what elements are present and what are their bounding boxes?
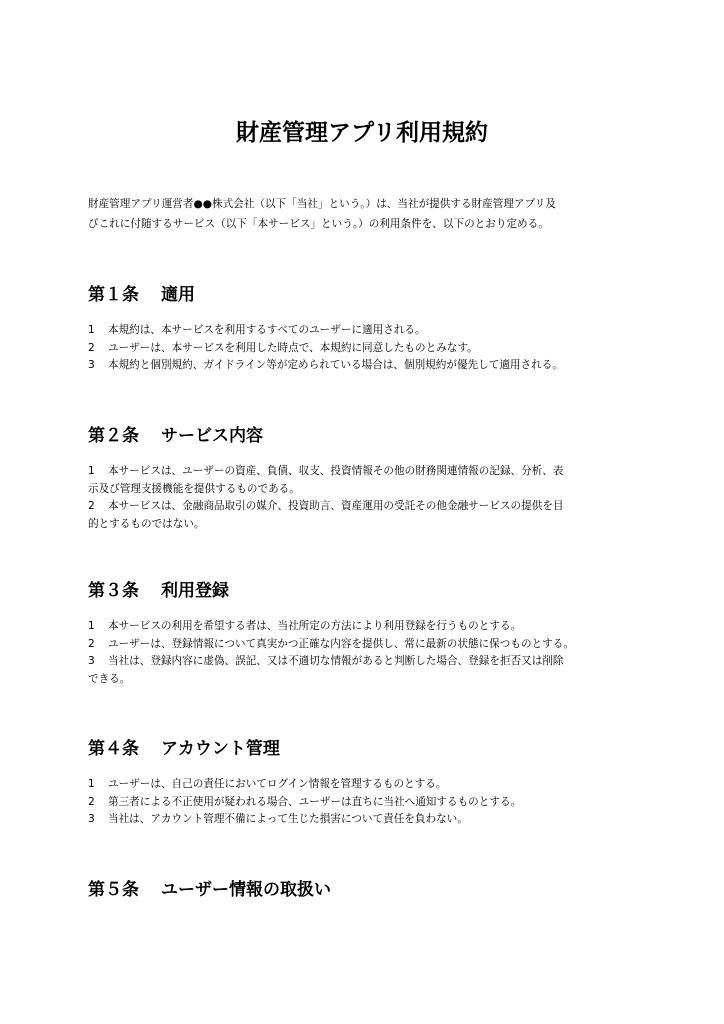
article-number: 第２条 <box>88 426 139 446</box>
clause-text: 本サービスは、ユーザーの資産、負債、収支、投資情報その他の財務関連情報の記録、分析、表 <box>108 465 564 477</box>
clause <box>88 463 648 498</box>
clause-text-continued: 的とするものではない。 <box>88 517 205 530</box>
article-2 <box>88 423 648 533</box>
clause-text: ユーザーは、登録情報について真実かつ正確な内容を提供し、常に最新の状態に保つものとする。 <box>108 637 574 650</box>
article-heading <box>88 282 648 308</box>
intro-paragraph <box>88 194 640 234</box>
clause-text: ユーザーは、本サービスを利用した時点で、本規約に同意したものとみなす。 <box>108 341 478 354</box>
clause <box>88 636 648 654</box>
clause-text: 第三者による不正使用が疑われる場合、ユーザーは直ちに当社へ通知するものとする。 <box>108 795 522 808</box>
article-4 <box>88 736 648 829</box>
clause-number: 1 <box>88 620 95 632</box>
clause <box>88 776 648 794</box>
clause-number: 2 <box>88 637 95 650</box>
clause-text-continued: 示及び管理支援機能を提供するものである。 <box>88 482 300 495</box>
clause-number: 3 <box>88 655 95 667</box>
article-title: 利用登録 <box>161 581 229 601</box>
clause-text: 本規約は、本サービスを利用するすべてのユーザーに適用される。 <box>108 324 426 336</box>
clause-text: 本サービスの利用を希望する者は、当社所定の方法により利用登録を行うものとする。 <box>108 620 522 632</box>
article-heading <box>88 736 648 762</box>
document-title: 財産管理アプリ利用規約 <box>235 120 489 146</box>
article-title: ユーザー情報の取扱い <box>161 880 331 900</box>
clause-number: 2 <box>88 795 95 808</box>
clause-text: 本サービスは、金融商品取引の媒介、投資助言、資産運用の受託その他金融サービスの提供を目 <box>108 500 564 512</box>
clause <box>88 618 648 636</box>
clause <box>88 653 648 688</box>
clause <box>88 357 648 375</box>
clause-list <box>88 776 648 829</box>
clause-list <box>88 322 648 375</box>
article-1 <box>88 282 648 375</box>
clause <box>88 322 648 340</box>
clause-text: 当社は、登録内容に虚偽、誤記、又は不適切な情報があると判断した場合、登録を拒否又は削除 <box>108 655 564 667</box>
clause-list <box>88 463 648 533</box>
clause-text: 本規約と個別規約、ガイドライン等が定められている場合は、個別規約が優先して適用される。 <box>108 359 563 371</box>
article-title: サービス内容 <box>161 426 263 446</box>
article-number: 第５条 <box>88 880 139 900</box>
clause <box>88 811 648 829</box>
article-title: アカウント管理 <box>161 739 280 759</box>
article-5 <box>88 877 648 903</box>
clause-number: 2 <box>88 500 95 512</box>
clause-number: 2 <box>88 341 95 354</box>
clause-number: 1 <box>88 324 95 336</box>
clause <box>88 794 648 812</box>
intro-line: 財産管理アプリ運営者●●株式会社（以下「当社」という。）は、当社が提供する財産管理アプリ及 <box>88 198 556 210</box>
clause-list <box>88 618 648 688</box>
clause-text-continued: できる。 <box>88 672 131 685</box>
clause-text: ユーザーは、自己の責任においてログイン情報を管理するものとする。 <box>108 778 447 790</box>
clause-number: 3 <box>88 359 95 371</box>
article-3 <box>88 578 648 688</box>
article-heading <box>88 877 648 903</box>
article-number: 第１条 <box>88 285 139 305</box>
clause-text: 当社は、アカウント管理不備によって生じた損害について責任を負わない。 <box>108 813 468 825</box>
clause <box>88 498 648 533</box>
clause <box>88 340 648 358</box>
article-title: 適用 <box>161 285 195 305</box>
intro-line: びこれに付随するサービス（以下「本サービス」という。）の利用条件を、以下のとおり定める。 <box>88 218 549 230</box>
article-number: 第３条 <box>88 581 139 601</box>
clause-number: 1 <box>88 778 95 790</box>
article-heading <box>88 423 648 449</box>
article-heading <box>88 578 648 604</box>
clause-number: 1 <box>88 465 95 477</box>
clause-number: 3 <box>88 813 95 825</box>
article-number: 第４条 <box>88 739 139 759</box>
